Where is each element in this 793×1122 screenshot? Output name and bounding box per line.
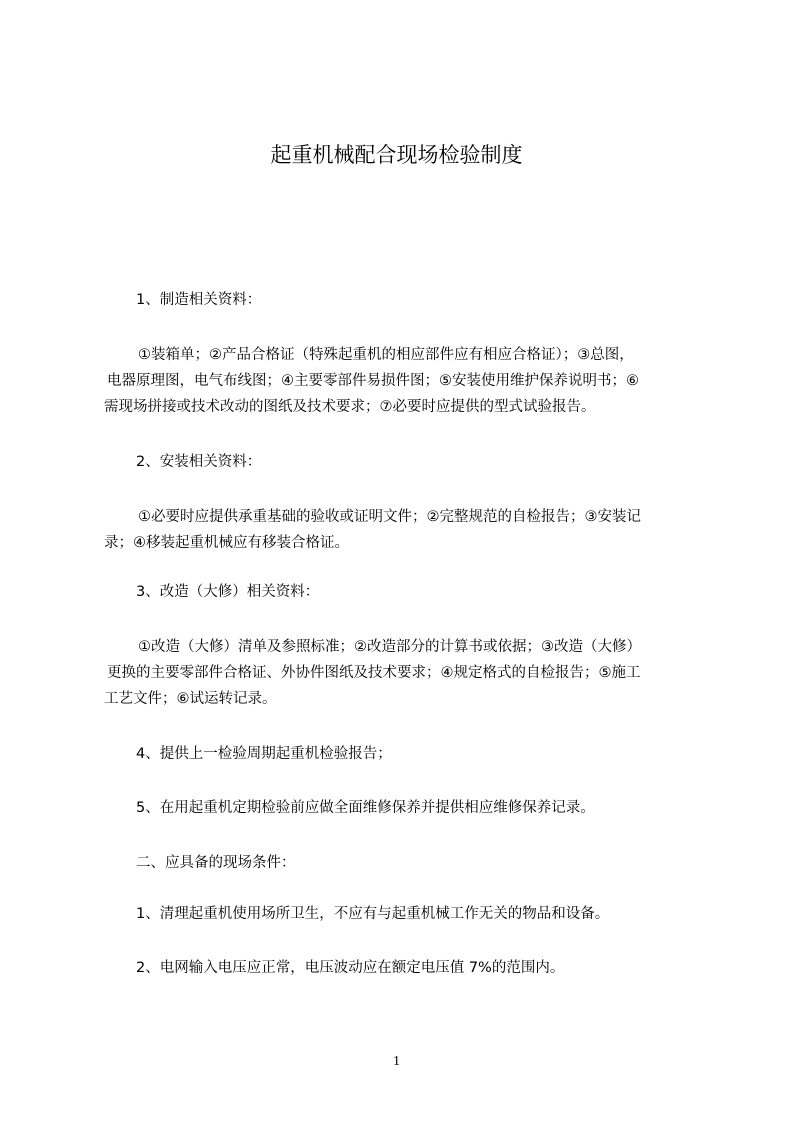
paragraph-line: 需现场拼接或技术改动的图纸及技术要求；⑦必要时应提供的型式试验报告。 xyxy=(104,399,596,415)
paragraph-line: 工艺文件；⑥试运转记录。 xyxy=(104,691,277,707)
paragraph-line: ①装箱单；②产品合格证（特殊起重机的相应部件应有相应合格证）；③总图， xyxy=(138,347,634,363)
paragraph-line: 录；④移装起重机械应有移装合格证。 xyxy=(104,535,349,551)
paragraph-line: ①必要时应提供承重基础的验收或证明文件；②完整规范的自检报告；③安装记 xyxy=(138,509,641,525)
paragraph-line: ①改造（大修）清单及参照标准；②改造部分的计算书或依据；③改造（大修） xyxy=(138,639,641,655)
section-heading: 二、应具备的现场条件： xyxy=(136,855,296,871)
paragraph-line: 2、电网输入电压应正常，电压波动应在额定电压值 7%的范围内。 xyxy=(136,960,565,976)
document-title: 起重机械配合现场检验制度 xyxy=(270,143,523,167)
section-heading: 5、在用起重机定期检验前应做全面维修保养并提供相应维修保养记录。 xyxy=(136,800,595,816)
section-heading: 3、改造（大修）相关资料： xyxy=(136,584,320,600)
page-number: 1 xyxy=(393,1054,400,1069)
paragraph-line: 电器原理图，电气布线图；④主要零部件易损件图；⑤安装使用维护保养说明书；⑥ xyxy=(107,373,639,389)
paragraph-line: 更换的主要零部件合格证、外协件图纸及技术要求；④规定格式的自检报告；⑤施工 xyxy=(107,665,641,681)
paragraph-line: 1、清理起重机使用场所卫生，不应有与起重机械工作无关的物品和设备。 xyxy=(136,906,610,922)
section-heading: 2、安装相关资料： xyxy=(136,454,262,470)
section-heading: 1、制造相关资料： xyxy=(136,292,262,308)
section-heading: 4、提供上一检验周期起重机检验报告； xyxy=(136,746,392,762)
